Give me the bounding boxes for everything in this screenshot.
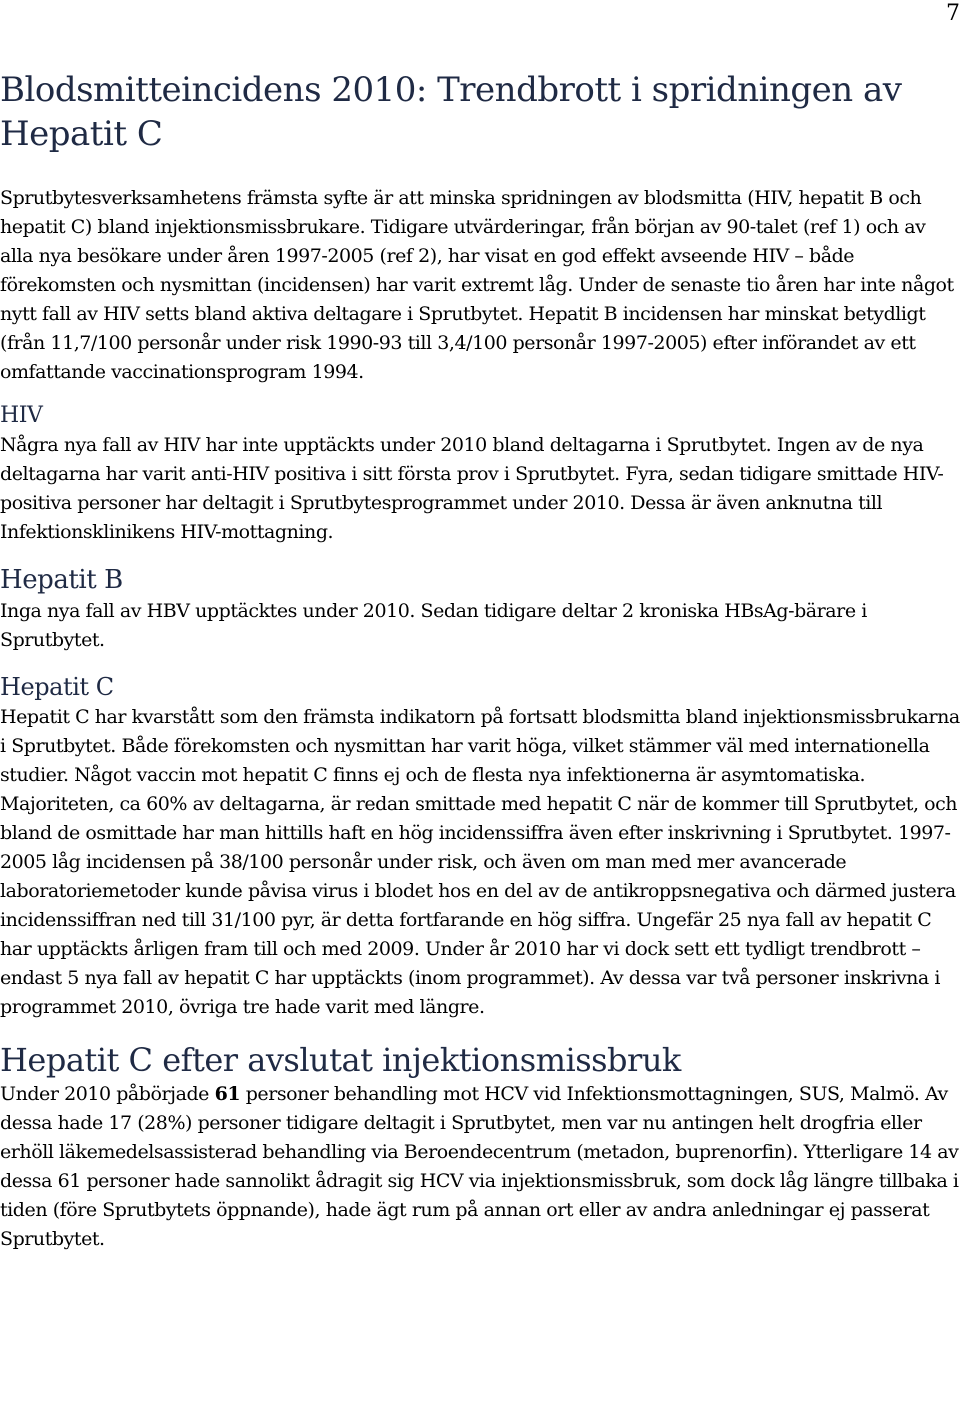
section-text-hepatit-c: Hepatit C har kvarstått som den främsta indikatorn på fortsatt blodsmitta bland injektionsmissbrukarna i Sprutbytet. Både förekomsten och nysmittan har varit höga, vilket stämmer väl med internationella studier. Något vaccin mot hepatit C finns ej och de flesta nya infektionerna är asymtomatiska. Majoriteten, ca 60% av deltagarna, är redan smittade med hepatit C när de kommer till Sprutbytet, och bland de osmittade har man hittills haft en hög incidenssiffra även efter inskrivning i Sprutbytet. 1997-2005 låg incidensen på 38/100 personår under risk, och även om man med mer avancerade laboratoriemetoder kunde påvisa virus i blodet hos en del av de antikroppsnegativa och därmed justera incidenssiffran ned till 31/100 pyr, är detta fortfarande en hög siffra. Ungefär 25 nya fall av hepatit C har upptäckts årligen fram till och med 2009. Under år 2010 har vi dock sett ett tydligt trendbrott – endast 5 nya fall av hepatit C har upptäckts (inom programmet). Av dessa var två personer inskrivna i programmet 2010, övriga tre hade varit med längre. — [0, 706, 960, 1018]
text-after-bold: personer behandling mot HCV vid Infektionsmottagningen, SUS, Malmö. Av dessa hade 17 (28%) personer tidigare deltagit i Sprutbytet, men var nu antingen helt drogfria eller erhöll läkemedelsassisterad behandling via Beroendecentrum (metadon, buprenorfin). Ytterligare 14 av dessa 61 personer hade sannolikt ådragit sig HCV via injektionsmissbruk, som dock låg längre tillbaka i tiden (före Sprutbytets öppnande), hade ägt rum på annan ort eller av andra anledningar ej passerat Sprutbytet. — [0, 1083, 959, 1250]
section-text-hepatit-b: Inga nya fall av HBV upptäcktes under 2010. Sedan tidigare deltar 2 kroniska HBsAg-bärare i Sprutbytet. — [0, 600, 867, 651]
text-before-bold: Under 2010 påbörjade — [0, 1083, 215, 1105]
bold-number: 61 — [214, 1083, 241, 1105]
section-heading-hepatit-c: Hepatit C — [0, 673, 114, 701]
document-body — [0, 68, 960, 1254]
section-heading-hiv: HIV — [0, 403, 43, 428]
section-heading-after-injection: Hepatit C efter avslutat injektionsmissbruk — [0, 1041, 681, 1079]
section-heading-hepatit-b: Hepatit B — [0, 565, 123, 595]
section-text-hiv: Några nya fall av HIV har inte upptäckts under 2010 bland deltagarna i Sprutbytet. Ingen av de nya deltagarna har varit anti-HIV positiva i sitt första prov i Sprutbytet. Fyra, sedan tidigare smittade HIV-positiva personer har deltagit i Sprutbytesprogrammet under 2010. Dessa är även anknutna till Infektionsklinikens HIV-mottagning. — [0, 434, 944, 543]
section-text-after-injection — [0, 1080, 960, 1254]
intro-paragraph: Sprutbytesverksamhetens främsta syfte är att minska spridningen av blodsmitta (HIV, hepatit B och hepatit C) bland injektionsmissbrukare. Tidigare utvärderingar, från början av 90-talet (ref 1) och av alla nya besökare under åren 1997-2005 (ref 2), har visat en god effekt avseende HIV – både förekomsten och nysmittan (incidensen) har varit extremt låg. Under de senaste tio åren har inte något nytt fall av HIV setts bland aktiva deltagare i Sprutbytet. Hepatit B incidensen har minskat betydligt (från 11,7/100 personår under risk 1990-93 till 3,4/100 personår 1997-2005) efter införandet av ett omfattande vaccinationsprogram 1994. — [0, 187, 954, 383]
page-number: 7 — [946, 1, 960, 26]
page-title: Blodsmitteincidens 2010: Trendbrott i spridningen av Hepatit C — [0, 70, 902, 154]
